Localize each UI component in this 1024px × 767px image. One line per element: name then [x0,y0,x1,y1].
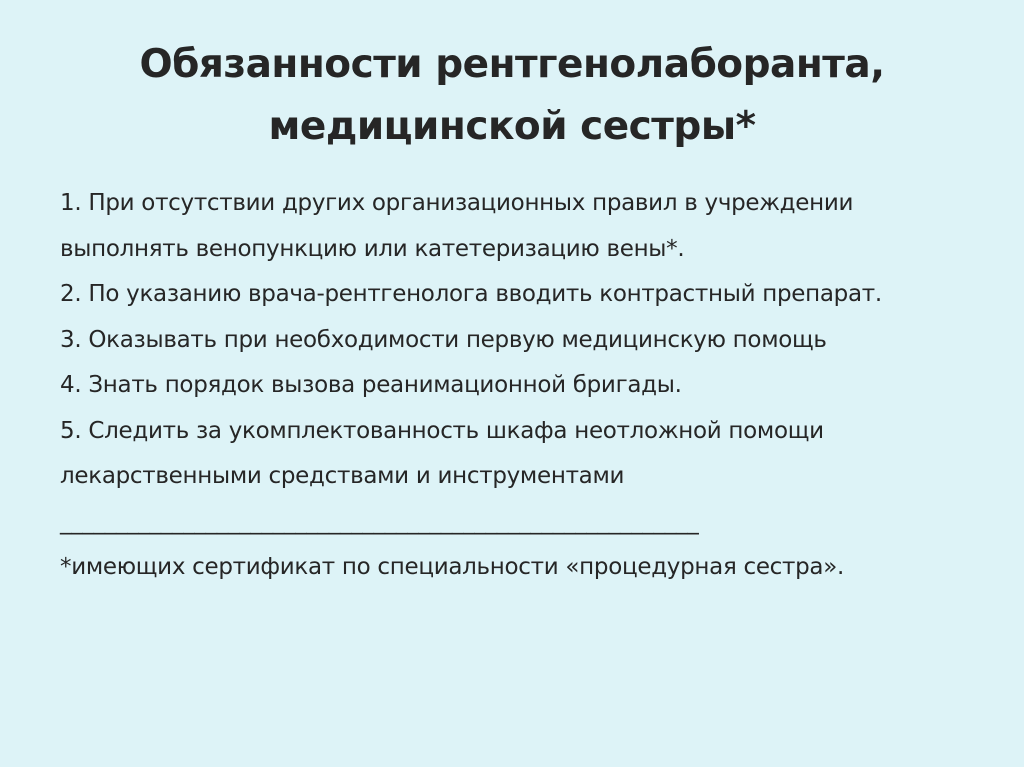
duty-4: 4. Знать порядок вызова реанимационной бригады. [60,372,682,398]
duty-5-line-1: 5. Следить за укомплектованность шкафа неотложной помощи [60,417,824,444]
duty-5-line-2: лекарственными средствами и инструментами [60,463,625,489]
footnote-separator: _________________________________________________________ [60,508,699,535]
duty-1-line-2: выполнять венопункцию или катетеризацию вены*. [60,235,685,262]
slide-title-line-1: Обязанности рентгенолаборанта, [139,42,885,87]
slide-body [60,181,990,591]
slide-title [0,34,1024,158]
slide-title-line-2: медицинской сестры* [268,104,756,149]
duty-1-line-1: 1. При отсутствии других организационных правил в учреждении [60,190,854,216]
duty-3: 3. Оказывать при необходимости первую медицинскую помощь [60,326,827,353]
footnote: *имеющих сертификат по специальности «процедурная сестра». [60,554,845,580]
duty-2: 2. По указанию врача-рентгенолога вводить контрастный препарат. [60,281,882,307]
